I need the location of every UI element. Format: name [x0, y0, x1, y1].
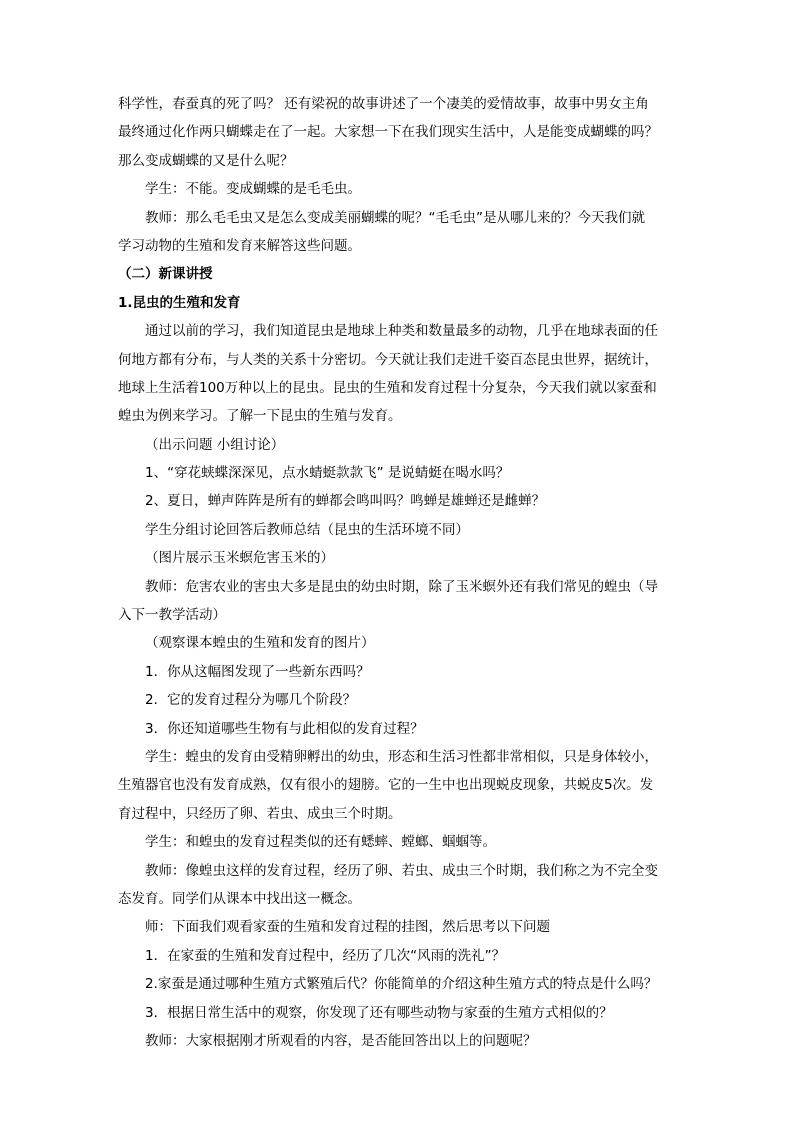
text-line: 教师：危害农业的害虫大多是昆虫的幼虫时期，除了玉米螟外还有我们常见的蝗虫（导: [145, 578, 658, 595]
text-line: 态发育。同学们从课本中找出这一概念。: [118, 890, 361, 907]
section-heading: （二）新课讲授: [118, 266, 213, 283]
text-line: 学生：蝗虫的发育由受精卵孵出的幼虫，形态和生活习性都非常相似，只是身体较小，: [145, 748, 658, 765]
text-line: 2.家蚕是通过哪种生殖方式繁殖后代？你能简单的介绍这种生殖方式的特点是什么吗？: [145, 976, 658, 993]
text-line: 1．你从这幅图发现了一些新东西吗？: [145, 663, 370, 680]
text-line: （观察课本蝗虫的生殖和发育的图片）: [145, 635, 375, 652]
text-line: 1．在家蚕的生殖和发育过程中，经历了几次“风雨的洗礼”？: [145, 947, 506, 964]
text-line: 3．你还知道哪些生物有与此相似的发育过程？: [145, 720, 424, 737]
text-line: 学生：和蝗虫的发育过程类似的还有蟋蟀、螳螂、蝈蝈等。: [145, 834, 496, 851]
text-line: 地球上生活着100万种以上的昆虫。昆虫的生殖和发育过程十分复杂，今天我们就以家蚕和: [118, 379, 657, 396]
section-heading: 1.昆虫的生殖和发育: [118, 294, 241, 311]
text-line: 入下一教学活动）: [118, 607, 226, 624]
text-line: 学生：不能。变成蝴蝶的是毛毛虫。: [145, 181, 361, 198]
text-line: 3．根据日常生活中的观察，你发现了还有哪些动物与家蚕的生殖方式相似的？: [145, 1004, 613, 1021]
text-line: 教师：那么毛毛虫又是怎么变成美丽蝴蝶的呢？“毛毛虫”是从哪儿来的？今天我们就: [145, 209, 645, 226]
text-line: 2．它的发育过程分为哪几个阶段？: [145, 692, 357, 709]
text-line: 生殖器官也没有发育成熟，仅有很小的翅膀。它的一生中也出现蜕皮现象，共蜕皮5次。发: [118, 777, 654, 794]
text-line: 那么变成蝴蝶的又是什么呢？: [118, 152, 294, 169]
document-body: [118, 90, 693, 1055]
text-line: 教师：大家根据刚才所观看的内容，是否能回答出以上的问题呢？: [145, 1032, 537, 1049]
text-line: 通过以前的学习，我们知道昆虫是地球上种类和数量最多的动物，几乎在地球表面的任: [145, 323, 658, 340]
text-line: 何地方都有分布，与人类的关系十分密切。今天就让我们走进千姿百态昆虫世界，据统计，: [118, 351, 658, 368]
text-line: 育过程中，只经历了卵、若虫、成虫三个时期。: [118, 805, 402, 822]
text-line: 2、夏日，蝉声阵阵是所有的蝉都会鸣叫吗？鸣蝉是雄蝉还是雌蝉？: [145, 493, 546, 510]
text-line: 科学性，春蚕真的死了吗？ 还有梁祝的故事讲述了一个凄美的爱情故事，故事中男女主角: [118, 96, 649, 112]
text-line: 最终通过化作两只蝴蝶走在了一起。大家想一下在我们现实生活中，人是能变成蝴蝶的吗？: [118, 124, 658, 141]
text-line: （图片展示玉米螟危害玉米的）: [145, 550, 334, 567]
text-line: 教师：像蝗虫这样的发育过程，经历了卵、若虫、成虫三个时期，我们称之为不完全变: [145, 862, 658, 879]
text-line: 师：下面我们观看家蚕的生殖和发育过程的挂图，然后思考以下问题: [145, 919, 550, 936]
text-line: 学习动物的生殖和发育来解答这些问题。: [118, 237, 361, 254]
text-line: 学生分组讨论回答后教师总结（昆虫的生活环境不同）: [145, 521, 469, 538]
text-line: 1、“穿花蛱蝶深深见，点水蜻蜓款款飞” 是说蜻蜓在喝水吗？: [145, 465, 510, 482]
text-line: （出示问题 小组讨论）: [145, 436, 285, 453]
text-line: 蝗虫为例来学习。了解一下昆虫的生殖与发育。: [118, 408, 402, 425]
